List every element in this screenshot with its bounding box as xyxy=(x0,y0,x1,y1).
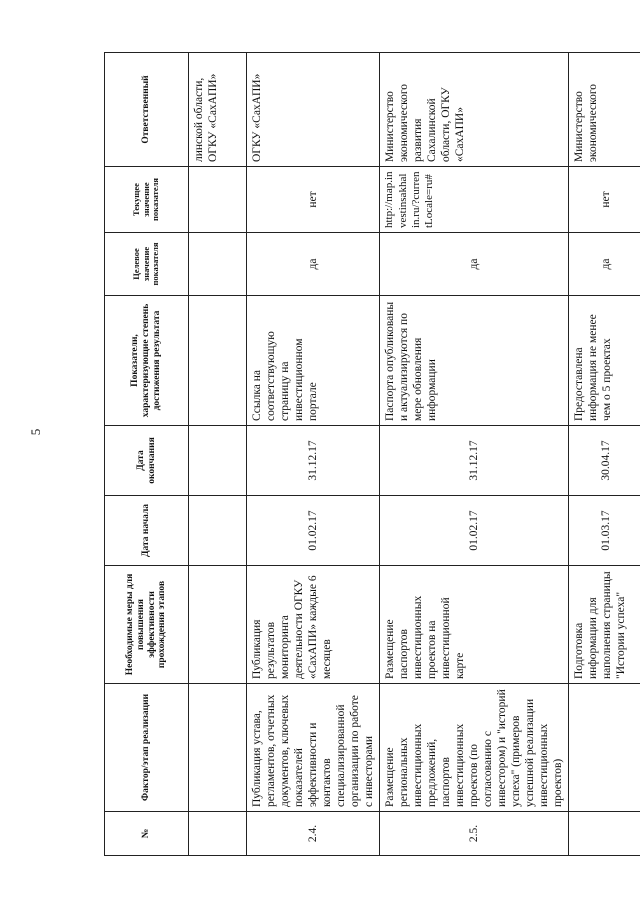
cell-factor: Публикация устава, регламентов, отчетных документов, ключевых показателей эффективности и контактов специализированной организации по работе с инвесторами xyxy=(247,684,380,812)
cell-measures: Размещение паспортов инвестиционных проектов на инвестиционной карте xyxy=(380,566,569,684)
cell-current: нет xyxy=(247,167,380,233)
table-row xyxy=(189,53,247,856)
table-row xyxy=(247,53,380,856)
cell-start: 01.02.17 xyxy=(380,496,569,566)
cell-indicators xyxy=(189,296,247,426)
header-end: Дата окончания xyxy=(105,426,189,496)
cell-num: 2.5. xyxy=(380,812,569,856)
cell-measures: Подготовка информации для наполнения страницы "Истории успеха" xyxy=(569,566,640,684)
cell-factor xyxy=(189,684,247,812)
rotated-table-container xyxy=(104,53,628,856)
cell-factor xyxy=(569,684,640,812)
cell-current xyxy=(189,167,247,233)
cell-num xyxy=(189,812,247,856)
table-row xyxy=(380,53,569,856)
cell-end: 30.04.17 xyxy=(569,426,640,496)
cell-start xyxy=(189,496,247,566)
cell-start: 01.02.17 xyxy=(247,496,380,566)
cell-num: 2.4. xyxy=(247,812,380,856)
cell-target xyxy=(189,233,247,296)
cell-end xyxy=(189,426,247,496)
cell-responsible: линской области, ОГКУ «СахАПИ» xyxy=(189,53,247,167)
cell-responsible: Министерство экономического xyxy=(569,53,640,167)
cell-target: да xyxy=(380,233,569,296)
cell-measures: Публикация результатов мониторинга деятельности ОГКУ «СахАПИ» каждые 6 месяцев xyxy=(247,566,380,684)
cell-responsible: Министерство экономического развития Сахалинской области, ОГКУ «СахАПИ» xyxy=(380,53,569,167)
header-indicators: Показатели, характеризующие степень достижения результата xyxy=(105,296,189,426)
cell-start: 01.03.17 xyxy=(569,496,640,566)
cell-target: да xyxy=(247,233,380,296)
header-measures: Необходимые меры для повышения эффективности прохождения этапов xyxy=(105,566,189,684)
realization-plan-table xyxy=(104,52,640,856)
table-row xyxy=(569,53,640,856)
header-factor: Фактор/этап реализации xyxy=(105,684,189,812)
cell-current-link[interactable]: http://map.investinsakhalin.ru/?currentLocale=ru# xyxy=(380,167,569,233)
cell-current: нет xyxy=(569,167,640,233)
table-header-row xyxy=(105,53,189,856)
header-num: № xyxy=(105,812,189,856)
cell-indicators: Предоставлена информация не менее чем о 5 проектах xyxy=(569,296,640,426)
cell-num xyxy=(569,812,640,856)
cell-responsible: ОГКУ «СахАПИ» xyxy=(247,53,380,167)
header-current: Текущее значение показателя xyxy=(105,167,189,233)
header-start: Дата начала xyxy=(105,496,189,566)
cell-end: 31.12.17 xyxy=(380,426,569,496)
cell-target: да xyxy=(569,233,640,296)
header-target: Целевое значение показателя xyxy=(105,233,189,296)
cell-indicators: Паспорта опубликованы и актуализируются по мере обновления информации xyxy=(380,296,569,426)
cell-measures xyxy=(189,566,247,684)
cell-indicators: Ссылка на соответствующую страницу на инвестиционном портале xyxy=(247,296,380,426)
cell-factor: Размещение региональных инвестиционных предложений, паспортов инвестиционных проектов (по согласованию с инвестором) и "историй успеха" (примеров успешной реализации инвестиционных проектов) xyxy=(380,684,569,812)
cell-end: 31.12.17 xyxy=(247,426,380,496)
page-number: 5 xyxy=(28,428,43,436)
header-responsible: Ответственный xyxy=(105,53,189,167)
